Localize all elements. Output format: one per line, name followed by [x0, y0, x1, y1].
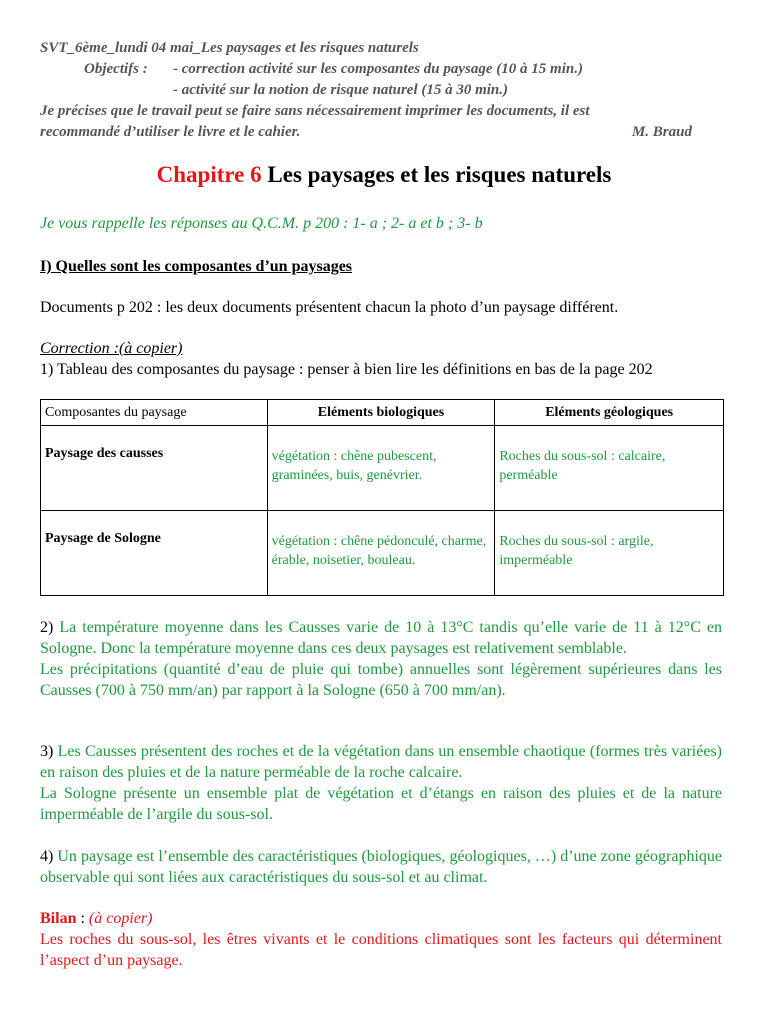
geo-cell: Roches du sous-sol : calcaire, perméable: [495, 426, 724, 511]
table-header-cell: Eléments biologiques: [267, 400, 495, 426]
bilan-note: (à copier): [88, 910, 153, 927]
qcm-reminder: Je vous rappelle les réponses au Q.C.M. p 200 : 1- a ; 2- a et b ; 3- b: [40, 215, 483, 232]
objectives-label: Objectifs :: [84, 61, 148, 77]
chapter-title: Les paysages et les risques naturels: [261, 162, 612, 187]
landscape-components-table: [40, 399, 724, 596]
question-2-precipitation: Les précipitations (quantité d’eau de pluie qui tombe) annuelles sont légèrement supérieures dans les Causses (700 à 750 mm/an) par rapport à la Sologne (650 à 700 mm/an).: [40, 661, 722, 699]
bio-cell: végétation : chêne pédonculé, charme, érable, noisetier, bouleau.: [267, 511, 495, 596]
row-label: Paysage des causses: [41, 426, 268, 511]
question-2-number: 2): [40, 619, 54, 636]
table-header-row: [41, 400, 724, 426]
objective-1: - correction activité sur les composantes du paysage (10 à 15 min.): [173, 61, 583, 77]
question-3-number: 3): [40, 743, 54, 760]
bilan-text: Les roches du sous-sol, les êtres vivants et le conditions climatiques sont les facteurs qui déterminent l’aspect d’un paysage.: [40, 931, 722, 969]
row-label: Paysage de Sologne: [41, 511, 268, 596]
header-note-line-1: Je précises que le travail peut se faire sans nécessairement imprimer les documents, il est: [40, 103, 590, 119]
geo-cell: Roches du sous-sol : argile, imperméable: [495, 511, 724, 596]
question-4-text: Un paysage est l’ensemble des caractéristiques (biologiques, géologiques, …) d’une zone géographique observable qui sont liées aux caractéristiques du sous-sol et au climat.: [40, 848, 722, 886]
table-row: [41, 426, 724, 511]
bilan: [40, 908, 722, 971]
section-heading: I) Quelles sont les composantes d’un paysages: [40, 258, 353, 275]
bio-cell: végétation : chêne pubescent, graminées, buis, genévrier.: [267, 426, 495, 511]
correction-label: Correction :(à copier): [40, 340, 183, 357]
chapter-number: Chapitre 6: [156, 162, 262, 187]
question-4: [40, 846, 722, 888]
question-3-text: Les Causses présentent des roches et de la végétation dans un ensemble chaotique (formes très variées) en raison des pluies et de la nature perméable de la roche calcaire.: [40, 743, 722, 781]
question-1-text: 1) Tableau des composantes du paysage : penser à bien lire les définitions en bas de la page 202: [40, 361, 653, 378]
question-2: [40, 617, 722, 701]
header-title-line: SVT_6ème_lundi 04 mai_Les paysages et les risques naturels: [40, 40, 419, 56]
bilan-label: Bilan: [40, 910, 77, 927]
question-3-sologne: La Sologne présente un ensemble plat de végétation et d’étangs en raison des pluies et de la nature imperméable de l’argile du sous-sol.: [40, 785, 722, 823]
objective-2: - activité sur la notion de risque naturel (15 à 30 min.): [173, 82, 509, 98]
question-3: [40, 741, 722, 825]
table-row: [41, 511, 724, 596]
header-note-line-2: [40, 122, 692, 143]
documents-text: Documents p 202 : les deux documents présentent chacun la photo d’un paysage différent.: [40, 299, 619, 316]
question-4-number: 4): [40, 848, 54, 865]
author-name: M. Braud: [631, 124, 692, 140]
table-header-cell: Eléments géologiques: [495, 400, 724, 426]
bilan-separator: :: [76, 910, 89, 927]
page-title: [0, 162, 768, 188]
table-header-cell: Composantes du paysage: [41, 400, 268, 426]
header-note-text: recommandé d’utiliser le livre et le cahier.: [40, 124, 301, 140]
question-2-text: La température moyenne dans les Causses varie de 10 à 13°C tandis qu’elle varie de 11 à 12°C en Sologne. Donc la température moyenne dans ces deux paysages est relativement semblable.: [40, 619, 722, 657]
